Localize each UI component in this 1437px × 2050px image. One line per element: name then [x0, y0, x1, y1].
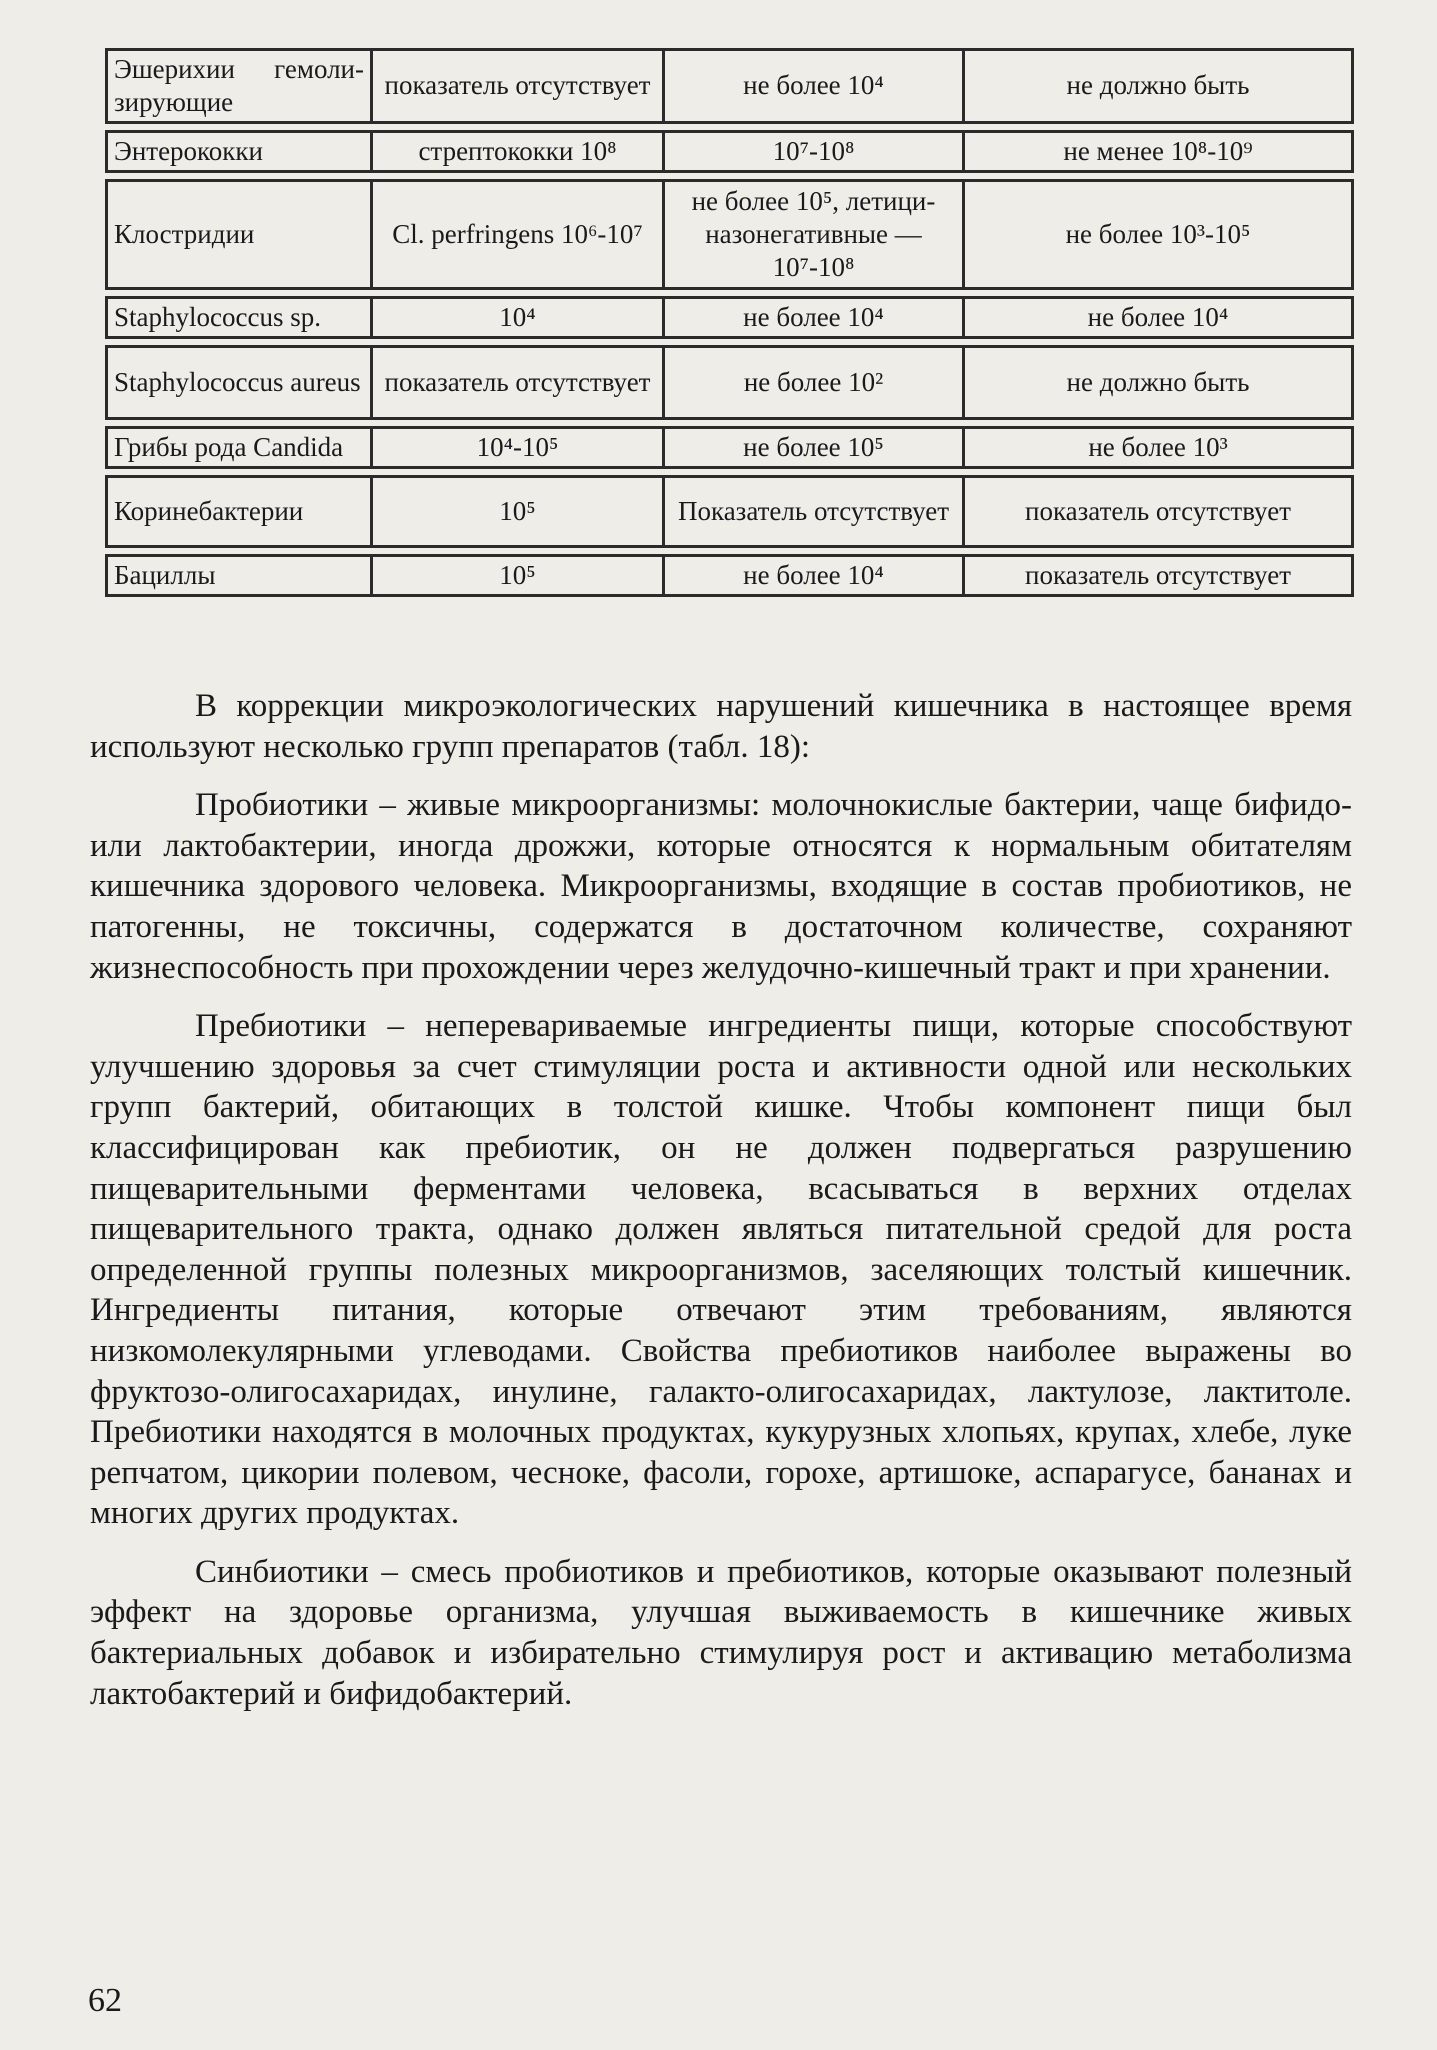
table-row [107, 50, 1353, 123]
table-cell: 10⁵ [372, 555, 664, 595]
table-cell-name: Коринебактерии [107, 476, 372, 546]
table-cell: показатель отсутствует [372, 50, 664, 123]
table-cell-name: Staphylococcus aureus [107, 346, 372, 418]
paragraph-probiotics: Пробиотики – живые микроорганизмы: молочнокислые бактерии, чаще бифидо- или лактобактерии, иногда дрожжи, которые относятся к нормальным обитателям кишечника здорового человека. Микроорганизмы, входящие в состав пробиотиков, не патогенны, не токсичны, содержатся в достаточном количестве, сохраняют жизнеспособность при прохождении через желудочно-кишечный тракт и при хранении. [90, 787, 1352, 986]
table-cell: 10⁷-10⁸ [664, 131, 964, 171]
table-cell: Показатель отсутствует [664, 476, 964, 546]
page-number: 62 [88, 1982, 122, 2019]
body-text [90, 686, 1352, 1732]
table-cell: показатель отсутствует [372, 346, 664, 418]
table-row [107, 297, 1353, 337]
table-cell: 10⁵ [372, 476, 664, 546]
table-cell: стрептококки 10⁸ [372, 131, 664, 171]
paragraph-synbiotics: Синбиотики – смесь пробиотиков и пребиотиков, которые оказывают полезный эффект на здоровье организма, улучшая выживаемость в кишечнике живых бактериальных добавок и избирательно стимулируя рост и активацию метаболизма лактобактерий и бифидобактерий. [90, 1553, 1352, 1712]
table-cell: не должно быть [964, 346, 1353, 418]
paragraph-prebiotics: Пребиотики – неперевариваемые ингредиенты пищи, которые способствуют улучшению здоровья за счет стимуляции роста и активности одной или нескольких групп бактерий, обитающих в толстой кишке. Чтобы компонент пищи был классифицирован как пребиотик, он не должен подвергаться разрушению пищеварительными ферментами человека, всасываться в верхних отделах пищеварительного тракта, однако должен являться питательной средой для роста определенной группы полезных микроорганизмов, заселяющих толстый кишечник. Ингредиенты питания, которые отвечают этим требованиям, являются низкомолекулярными углеводами. Свойства пребиотиков наиболее выражены во фруктозо-олигосахаридах, инулине, галакто-олигосахаридах, лактулозе, лактитоле. Пребиотики находятся в молочных продуктах, кукурузных хлопьях, крупах, хлебе, луке репчатом, цикории полевом, чесноке, фасоли, горохе, артишоке, аспарагусе, бананах и многих других продуктах. [90, 1008, 1352, 1532]
table-cell: показатель отсутствует [964, 476, 1353, 546]
table-cell: не более 10⁵, летици-назонегативные — 10⁷-10⁸ [664, 180, 964, 288]
table-cell: 10⁴-10⁵ [372, 427, 664, 467]
table-cell: не более 10³-10⁵ [964, 180, 1353, 288]
table-cell: не более 10⁴ [664, 555, 964, 595]
table-row [107, 476, 1353, 546]
table-cell-name: Staphylococcus sp. [107, 297, 372, 337]
table-cell: Cl. perfringens 10⁶-10⁷ [372, 180, 664, 288]
table-row [107, 180, 1353, 288]
table-row [107, 131, 1353, 171]
table-cell: показатель отсутствует [964, 555, 1353, 595]
table-row [107, 346, 1353, 418]
table-cell: не более 10³ [964, 427, 1353, 467]
table-cell-name: Эшерихии гемоли-зирующие [107, 50, 372, 123]
table-cell: не более 10⁴ [664, 297, 964, 337]
table-row [107, 427, 1353, 467]
table-cell-name: Энтерококки [107, 131, 372, 171]
paragraph-intro: В коррекции микроэкологических нарушений кишечника в настоящее время используют несколько групп препаратов (табл. 18): [90, 688, 1352, 765]
table-cell: не более 10⁵ [664, 427, 964, 467]
table-cell: не более 10² [664, 346, 964, 418]
table-cell: не более 10⁴ [664, 50, 964, 123]
microflora-norms-table [105, 48, 1354, 597]
table-cell-name: Бациллы [107, 555, 372, 595]
table-cell-name: Грибы рода Candida [107, 427, 372, 467]
table-cell: 10⁴ [372, 297, 664, 337]
table-cell-name: Клостридии [107, 180, 372, 288]
table-cell: не менее 10⁸-10⁹ [964, 131, 1353, 171]
table-cell: не должно быть [964, 50, 1353, 123]
table-row [107, 555, 1353, 595]
table-cell: не более 10⁴ [964, 297, 1353, 337]
